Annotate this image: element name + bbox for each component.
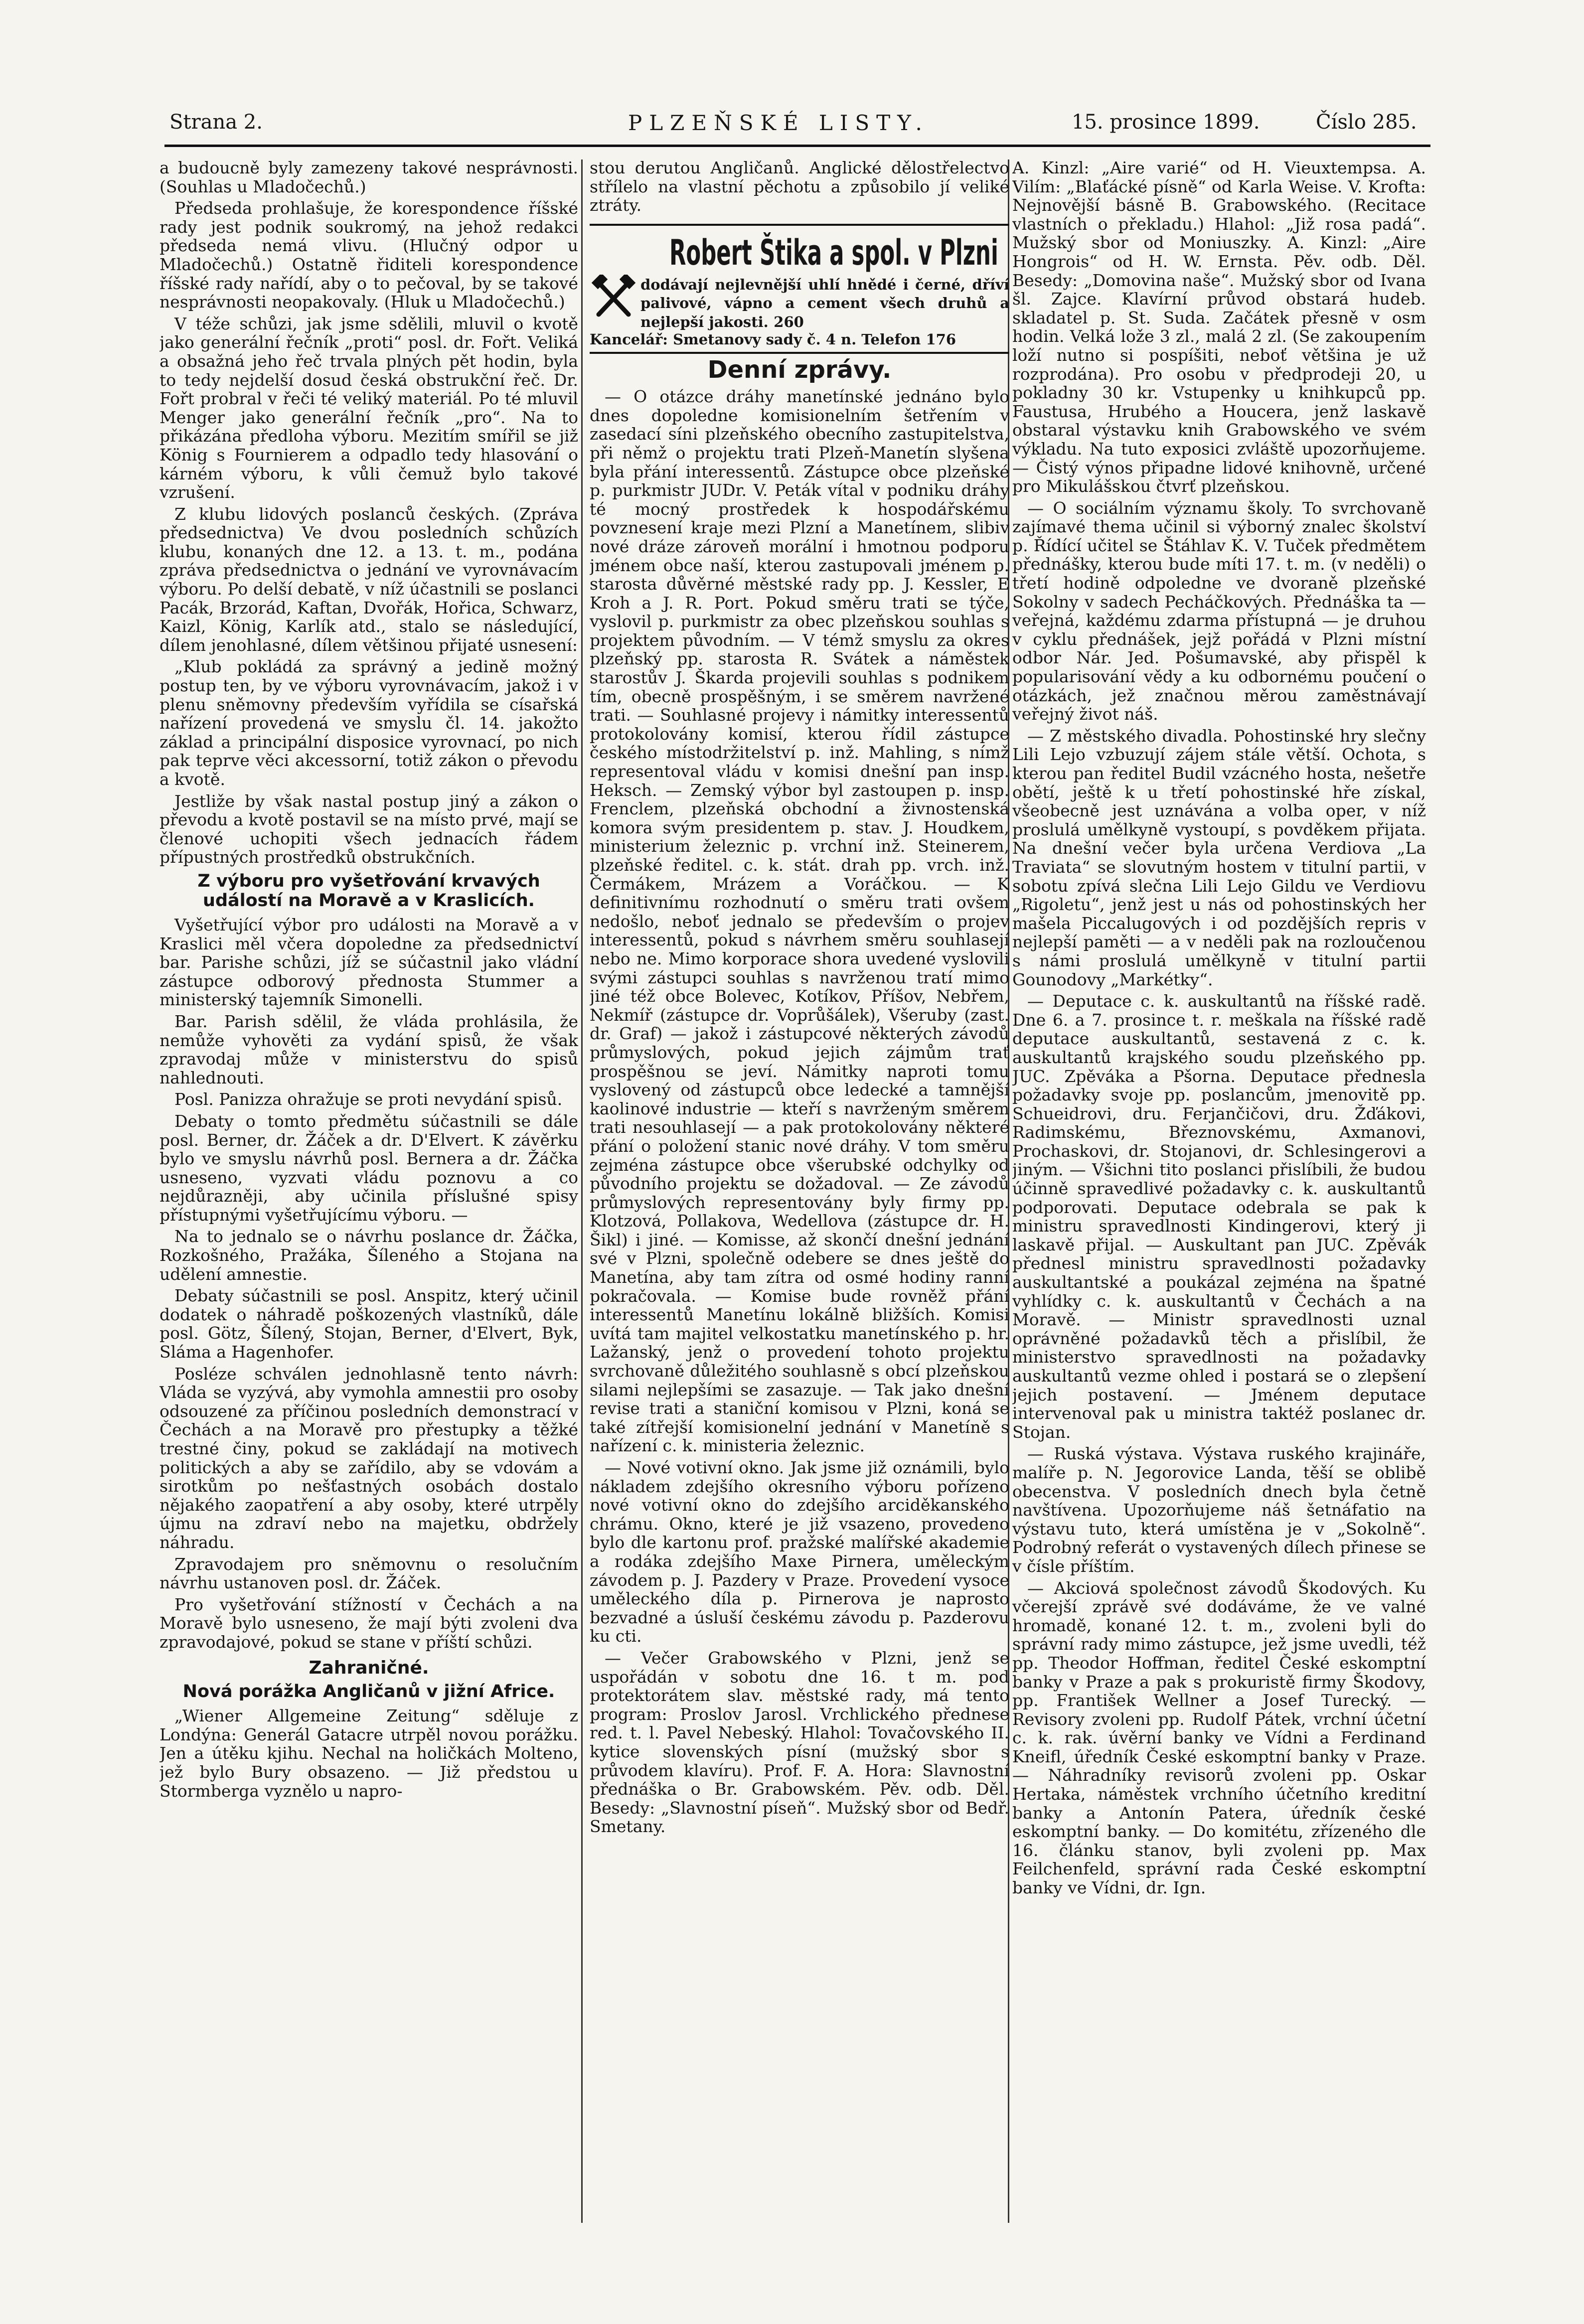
paragraph: — Večer Grabowského v Plzni, jenž se uspořádán v sobotu dne 16. t m. pod protektorátem slav. městské rady, má tento program: Proslov Jarosl. Vrchlického přednese red. t. l. Pavel Nebeský. Hlahol: Tovačovského II. kytice slovenských písní (mužský sbor s průvodem klavíru). Prof. F. A. Hora: Slavnostní přednáška o Br. Grabowském. Pěv. odb. Děl. Besedy: „Slavnostní píseň“. Mužský sbor od Bedř. Smetany.: [590, 1648, 1009, 1837]
paragraph: — Akciová společnost závodů Škodových. Ku včerejší zprávě své dodáváme, že ve valné hromadě, konané 12. t. m., zvoleni byli do správní rady mimo zástupce, jež jsme uvedli, též pp. Theodor Hoffman, ředitel České eskomptní banky v Praze a pak s prokuristě firmy Škodovy, pp. František Wellner a Josef Turecký. — Revisory zvoleni pp. Rudolf Pátek, vrchní účetní c. k. rak. úvěrní banky ve Vídni a Ferdinand Kneifl, úředník České eskomptní banky v Praze. — Náhradníky revisorů zvoleni pp. Oskar Hertaka, náměstek vrchního účetního kreditní banky a Antonín Patera, úředník české eskomptní banky. — Do komitétu, zřízeného dle 16. článku stanov, byli zvoleni pp. Max Feilchenfeld, správní rada České eskomptní banky ve Vídni, dr. Ign.: [1012, 1578, 1426, 1898]
paragraph: „Wiener Allgemeine Zeitung“ sděluje z Londýna: Generál Gatacre utrpěl novou porážku. Jen a útěku kjihu. Nechal na holičkách Molteno, jež bylo Bury obsazeno. — Již předstou u Stormberga vyznělo u napro-: [159, 1706, 578, 1801]
section-heading: Denní zprávy.: [707, 355, 892, 384]
paragraph: Posléze schválen jednohlasně tento návrh: Vláda se vyzývá, aby vymohla amnestii pro osoby odsouzené za příčinou posledních demonstrací v Čechách a na Moravě pro přestupky a těžké trestné činy, pokud se zakládají na motivech politických a aby se zařídilo, aby se vdovám a sirotkům po nešťastných osobách dostalo nějakého zaopatření a aby osoby, které utrpěly újmu na zdraví nebo na majetku, obdržely náhradu.: [159, 1364, 578, 1552]
paragraph: Vyšetřující výbor pro události na Moravě a v Kraslici měl včera dopoledne za předsednictví bar. Parishe schůzi, jíž se súčastnil jako vládní zástupce odborový přednosta Stummer a ministerský tajemník Simonelli.: [159, 915, 578, 1010]
header-rule: [164, 145, 1430, 147]
paragraph: Debaty súčastnili se posl. Anspitz, který učinil dodatek o náhradě poškozených vlastníků, dále posl. Götz, Šílený, Stojan, Berner, d'Elvert, Byk, Sláma a Hagenhofer.: [159, 1286, 578, 1362]
paragraph: — O otázce dráhy manetínské jednáno bylo dnes dopoledne komisionelním šetřením v zasedací síni plzeňského obecního zastupitelstva, při němž o projektu trati Plzeň-Manetín slyšena byla přání interessentů. Zástupce obce plzeňské p. purkmistr JUDr. V. Peták vítal v podniku dráhy té mocný prostředek k hospodářskému povznesení kraje mezi Plzní a Manetínem, slibiv nové dráze zároveň morální i hmotnou podporu jménem obce naší, kterou zastupovali jménem p. starosta důvěrné městské rady pp. J. Kessler, E Kroh a J. R. Port. Pokud směru trati se týče, vyslovil p. purkmistr za obec plzeňskou souhlas s projektem původním. — V témž smyslu za okres plzeňský pp. starosta R. Svátek a náměstek starostův J. Škarda projevili souhlas s podnikem tím, obecně prospěšným, i se směrem navržené trati. — Souhlasné projevy i námitky interessentů protokolovány komisí, kterou řídil zástupce českého místodržitelství p. inž. Mahling, s nímž representoval vládu v komisi dnešní pan insp. Heksch. — Zemský výbor byl zastoupen p. insp. Frenclem, plzeňská obchodní a živnostenská komora svým presidentem p. stav. J. Houdkem, ministerium železnic p. vrchní inž. Steinerem, plzeňské ředitel. c. k. stát. drah pp. vrch. inž. Čermákem, Mrázem a Voráčkou. — K definitivnímu rozhodnutí o směru trati ovšem nedošlo, neboť jednalo se především o projev interessentů, pokud s návrhem směru souhlasejí nebo ne. Mimo korporace shora uvedené vyslovili svými zástupci souhlas s navrženou tratí mimo jiné též obce Bolevec, Kotíkov, Příšov, Nebřem, Nekmíř (zástupce dr. Voprůšálek), Všeruby (zast. dr. Graf) — jakož i zástupcové některých závodů průmyslových, pokud jejich zájmům trať prospěšnou se jeví. Námitky naproti tomu vyslovený od zástupců obce ledecké a tamnější kaolinové industrie — kteří s navrženým směrem trati nesouhlasejí — a pak protokolovány některé přání o položení stanic nové dráhy. V tom směru zejména zástupce obce všerubské odchylky od původního projektu se dožadoval. — Ze závodů průmyslových representovány byly firmy pp. Klotzová, Pollakova, Wedellova (zástupce dr. H. Šikl) i jiné. — Komisse, až skončí dnešní jednání své v Plzni, společně odebere se dnes ještě do Manetína, aby tam zítra od osmé hodiny ranní pokračovala. — Komise bude rovněž přání interessentů Manetínu lokálně bližších. Komisi uvítá tam majitel velkostatku manetínského p. hr. Lažanský, jenž o provedení tohoto projektu svrchovaně důležitého souhlasně s obcí plzeňskou silami nejlepšími se zasazuje. — Tak jako dnešní revise trati a staniční komisou v Plzni, koná se také zítřejší komisionelní jednání v Manetíně s nařízení c. k. ministeria železnic.: [590, 387, 1009, 1456]
paragraph: Na to jednalo se o návrhu poslance dr. Žáčka, Rozkošného, Pražáka, Šíleného a Stojana na udělení amnestie.: [159, 1227, 578, 1284]
article-heading: Z výboru pro vyšetřování krvavých událostí na Moravě a v Kraslicích.: [197, 871, 540, 911]
paragraph: — Nové votivní okno. Jak jsme již oznámili, bylo nákladem zdejšího okresního výboru pořízeno nové votivní okno do zdejšího arciděkanského chrámu. Okno, které je již vsazeno, provedeno bylo dle kartonu prof. pražské malířské akademie a rodáka zdejšího Maxe Pirnera, uměleckým závodem p. J. Pazdery v Praze. Provedení vysoce uměleckého díla p. Pirnerova je naprosto bezvadné a úsluší českému závodu p. Pazderovu ku cti.: [590, 1458, 1009, 1646]
page-header: [164, 111, 1430, 146]
paragraph: „Klub pokládá za správný a jedině možný postup ten, by ve výboru vyrovnávacím, jakož i v plenu sněmovny především vyřídila se císařská nařízení provedená ve smyslu čl. 14. jakožto základ a principální disposice vyrovnací, po nich pak teprve věci akcessorní, totiž zákon o převodu a kvotě.: [159, 657, 578, 789]
page-number: Strana 2.: [169, 111, 263, 134]
paragraph: Z klubu lidových poslanců českých. (Zpráva předsednictva) Ve dvou posledních schůzích klubu, konaných dne 12. a 13. t. m., podána zpráva předsednictva o jednání ve vyrovnávacím výboru. Po delší debatě, v níž účastnili se poslanci Pacák, Brzorád, Kaftan, Dvořák, Hořica, Schwarz, Kaizl, König, Karlík atd., stalo se následující, dílem jenohlasné, dílem většinou přijaté usnesení:: [159, 504, 578, 655]
ad-number: 260: [774, 313, 804, 330]
paragraph: Zpravodajem pro sněmovnu o resolučním návrhu ustanoven posl. dr. Žáček.: [159, 1554, 578, 1593]
paragraph: a budoucně byly zamezeny takové nesprávnosti. (Souhlas u Mladočechů.): [159, 158, 578, 196]
advertisement: [590, 224, 1009, 354]
paragraph: Jestliže by však nastal postup jiný a zákon o převodu a kvotě postavil se na místo prvé, mají se členové uchopiti všech jednacích řádem přípustných prostředků obstrukčních.: [159, 791, 578, 867]
advertiser-name: Robert Štika a spol. v Plzni: [669, 232, 998, 273]
paragraph: stou derutou Angličanů. Anglické dělostřelectvo střílelo na vlastní pěchotu a způsobilo jí veliké ztráty.: [590, 158, 1009, 215]
crossed-hammers-icon: [590, 275, 637, 319]
column-divider: [581, 159, 583, 2223]
newspaper-title: PLZEŇSKÉ LISTY.: [628, 111, 929, 135]
paragraph: A. Kinzl: „Aire varié“ od H. Vieuxtempsa. A. Vilím: „Blaťácké písně“ od Karla Weise. V. Krofta: Nejnovější básně B. Grabowského. (Recitace vlastních o překladu.) Hlahol: „Již rosa padá“. Mužský sbor od Moniuszky. A. Kinzl: „Aire Hongrois“ od H. W. Ernsta. Pěv. odb. Děl. Besedy: „Domovina naše“. Mužský sbor od Ivana šl. Zajce. Klavírní průvod obstará hudeb. skladatel p. St. Suda. Začátek přesně v osm hodin. Velká lože 3 zl., malá 2 zl. (Se zakoupením loží nutno si pospíšiti, neboť většina je už rozprodána). Pro osobu v předprodeji 20, u pokladny 30 kr. Vstupenky u knihkupců pp. Faustusa, Hrubého a Houcera, jenž laskavě obstaral výstavku knih Grabowského ve svém výkladu. Na tuto exposici zvláště upozorňujeme. — Čistý výnos připadne lidové knihovně, určené pro Mikulášskou čtvrť plzeňskou.: [1012, 158, 1426, 496]
paragraph: V téže schůzi, jak jsme sdělili, mluvil o kvotě jako generální řečník „proti“ posl. dr. Fořt. Veliká a obsažná jeho řeč trvala plných pět hodin, byla to tedy nejdelší dosud česká obstrukční řeč. Dr. Fořt probral v řeči té veliký materiál. Po té mluvil Menger jako generální řečník „pro“. Na to přikázána předloha výboru. Mezitím smířil se již König s Fournierem a odpadlo tedy hlasování o kárném výboru, k vůli čemuž bylo takové vzrušení.: [159, 313, 578, 502]
column-3: [1012, 158, 1426, 2219]
article-heading: Nová porážka Angličanů v jižní Africe.: [182, 1682, 555, 1702]
paragraph: Posl. Panizza ohražuje se proti nevydání spisů.: [174, 1089, 563, 1109]
paragraph: Předseda prohlašuje, že korespondence říšské rady jest podnik soukromý, na jehož redakci předseda nemá vlivu. (Hlučný odpor u Mladočechů.) Ostatně řiditeli korespondence říšské rady nařídí, aby o to pečoval, by se takové nesprávnosti neopakovaly. (Hluk u Mladočechů.): [159, 198, 578, 312]
paragraph: Debaty o tomto předmětu súčastnili se dále posl. Berner, dr. Žáček a dr. D'Elvert. K závěrku bylo ve smyslu návrhů posl. Bernera a dr. Žáčka usneseno, vyzvati vládu poznovu a co nejdůrazněji, aby učinila příslušné spisy přístupnými vyšetřujícímu výboru. —: [159, 1111, 578, 1225]
issue-number: Číslo 285.: [1316, 111, 1417, 134]
column-1: [159, 158, 578, 2219]
column-2: [590, 158, 1009, 2219]
paragraph: — Deputace c. k. auskultantů na říšské radě. Dne 6. a 7. prosince t. r. meškala na říšské radě deputace auskultantů, sestavená z c. k. auskultantů krajského soudu plzeňského pp. JUC. Zpěváka a Pšorna. Deputace přednesla požadavky svoje pp. poslancům, jmenovitě pp. Schueidrovi, dru. Ferjančičovi, dru. Žďákovi, Radimskému, Březnovskému, Axmanovi, Prochaskovi, dr. Stojanovi, dr. Schlesingerovi a jiným. — Všichni tito poslanci přislíbili, že budou účinně spravedlivé požadavky c. k. auskultantů podporovati. Deputace odebrala se pak k ministru spravedlnosti Kindingerovi, který ji laskavě přijal. — Auskultant pan JUC. Zpěvák přednesl ministru spravedlnosti požadavky auskultantské a poukázal zejména na špatné vyhlídky c. k. auskultantů v Čechách a na Moravě. — Ministr spravedlnosti uznal oprávněné požadavků těch a přislíbil, že ministerstvo spravedlnosti na požadavky auskultantů vezme ohled i postará se o zlepšení jejich postavení. — Jménem deputace intervenoval pak u ministra taktéž poslanec dr. Stojan.: [1012, 991, 1426, 1442]
paragraph: Pro vyšetřování stížností v Čechách a na Moravě bylo usneseno, že mají býti zvoleni dva zpravodajové, pokud se stane v příští schůzi.: [159, 1594, 578, 1652]
paragraph: — O sociálním významu školy. To svrchovaně zajímavé thema učinil si výborný znalec školství p. Řídící učitel se Štáhlav K. V. Tuček předmětem přednášky, kterou bude míti 17. t. m. (v neděli) o třetí hodině odpoledne ve dvoraně plzeňské Sokolny v sadech Pecháčkových. Přednáška ta — veřejná, každému zdarma přístupná — je druhou v cyklu přednášek, jejž pořádá v Plzni místní odbor Nár. Jed. Pošumavské, aby přispěl k popularisování vědy a ku odbornému poučení o otázkách, jež značnou měrou zaměstnávají veřejný život náš.: [1012, 498, 1426, 724]
paragraph: — Ruská výstava. Výstava ruského krajináře, malíře p. N. Jegorovice Landa, těší se oblibě obecenstva. V posledních dnech byla četně navštívena. Upozorňujeme náš šetnáfatio na výstavu tuto, která umístěna je v „Sokolně“. Podrobný referát o vystavených dílech přinese se v čísle příštím.: [1012, 1444, 1426, 1576]
section-heading: Zahraničné.: [309, 1657, 429, 1678]
issue-date: 15. prosince 1899.: [1072, 111, 1260, 134]
ad-text: dodávají nejlevnější uhlí hnědé i černé, dříví palivové, vápno a cement všech druhů a nejlepší jakosti.: [640, 276, 1009, 330]
paragraph: — Z městského divadla. Pohostinské hry slečny Lili Lejo vzbuzují zájem stále větší. Ochota, s kterou pan ředitel Budil vzácného hosta, nešetře obětí, ještě k u třetí pohostinské hře získal, všeobecně jest uznávána a volba oper, v níž proslulá umělkyně vystoupí, s povděkem přijata. Na dnešní večer byla určena Verdiova „La Traviata“ se slovutným hostem v titulní partii, v sobotu zpívá slečna Lili Lejo Gildu ve Verdiovu „Rigoletu“, jenž jest u nás od pohostinských her mašela Piccalugových i od pozdějších repris v nejlepší paměti — a v neděli pak na rozloučenou s námi proslulá umělkyně v titulní partii Gounodovy „Markétky“.: [1012, 726, 1426, 989]
paragraph: Bar. Parish sdělil, že vláda prohlásila, že nemůže vyhověti za vydání spisů, že však zpravodaj může v ministerstvu do spisů nahlednouti.: [159, 1011, 578, 1087]
ad-address: Kancelář: Smetanovy sady č. 4 n. Telefon 176: [590, 330, 956, 348]
